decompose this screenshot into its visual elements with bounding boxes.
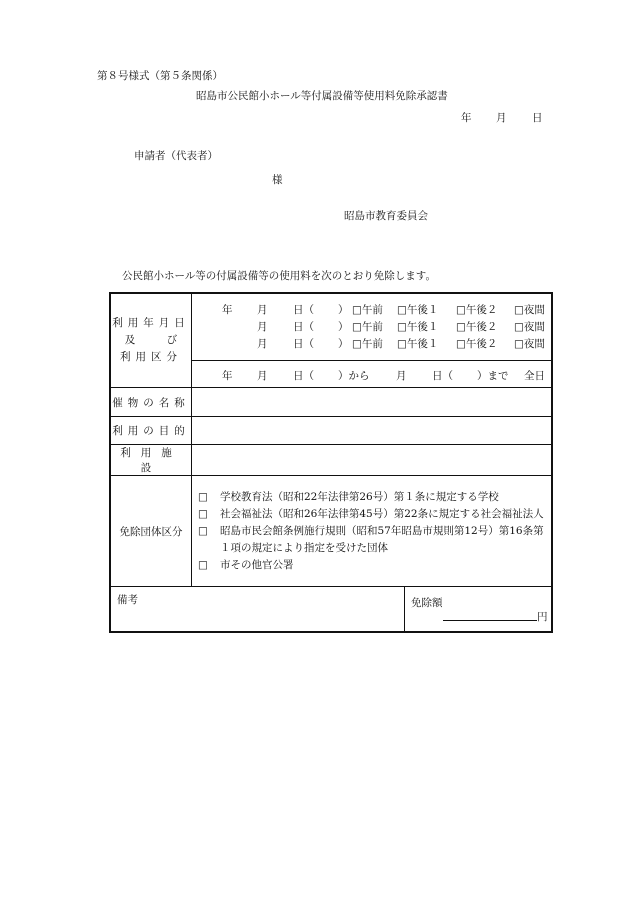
slot-afternoon-2[interactable]: □午後２ bbox=[456, 321, 498, 333]
period-month-to: 月 bbox=[396, 369, 407, 382]
form-number: 第８号様式（第５条関係） bbox=[97, 70, 223, 82]
exemption-item[interactable]: □ 社会福祉法（昭和26年法律第45号）第22条に規定する社会福祉法人 bbox=[192, 506, 551, 523]
slot-close: ） bbox=[338, 338, 349, 350]
slot-afternoon-1[interactable]: □午後１ bbox=[397, 304, 439, 316]
honorific: 様 bbox=[272, 174, 283, 186]
usage-date-row bbox=[110, 293, 552, 361]
checkbox-icon[interactable]: □ bbox=[198, 507, 208, 520]
slot-close: ） bbox=[338, 304, 349, 316]
slot-afternoon-2[interactable]: □午後２ bbox=[456, 304, 498, 316]
exemption-amount-label: 免除額 bbox=[411, 597, 443, 609]
slot-night[interactable]: □夜間 bbox=[514, 321, 545, 333]
slot-afternoon-1[interactable]: □午後１ bbox=[397, 321, 439, 333]
period-year: 年 bbox=[222, 369, 233, 382]
yen-label: 円 bbox=[537, 611, 548, 623]
slot-morning[interactable]: □午前 bbox=[352, 321, 383, 333]
event-name-field[interactable] bbox=[192, 388, 553, 417]
facility-row bbox=[110, 445, 552, 476]
slot-day: 日（ bbox=[293, 321, 314, 333]
exemption-item[interactable]: □ 昭島市民会館条例施行規則（昭和57年昭島市規則第12号）第16条第１項の規定により指定を受けた団体 bbox=[192, 523, 551, 557]
slot-month: 月 bbox=[257, 338, 268, 350]
period-month-from: 月 bbox=[257, 369, 268, 382]
slot-month: 月 bbox=[257, 304, 268, 316]
period-cell bbox=[192, 361, 553, 388]
facility-field[interactable] bbox=[192, 445, 553, 476]
statement: 公民館小ホール等の付属設備等の使用料を次のとおり免除します。 bbox=[122, 270, 436, 282]
slot-night[interactable]: □夜間 bbox=[514, 304, 545, 316]
usage-slots-cell bbox=[192, 293, 553, 361]
slot-day: 日（ bbox=[293, 338, 314, 350]
period-from: ）から bbox=[338, 369, 370, 382]
checkbox-icon[interactable]: □ bbox=[198, 490, 208, 503]
facility-header: 利用施設 bbox=[110, 445, 192, 476]
issuer: 昭島市教育委員会 bbox=[344, 210, 428, 222]
usage-slot-line-3 bbox=[192, 334, 551, 351]
exemption-amount-field[interactable] bbox=[405, 587, 551, 631]
checkbox-icon[interactable]: □ bbox=[198, 524, 208, 537]
purpose-field[interactable] bbox=[192, 417, 553, 445]
period-to: ）まで bbox=[477, 369, 509, 382]
slot-afternoon-2[interactable]: □午後２ bbox=[456, 338, 498, 350]
slot-morning[interactable]: □午前 bbox=[352, 338, 383, 350]
remarks-row bbox=[110, 587, 552, 633]
date-year: 年 bbox=[461, 112, 472, 124]
checkbox-icon[interactable]: □ bbox=[198, 558, 208, 571]
applicant-label: 申請者（代表者） bbox=[134, 150, 218, 162]
purpose-row bbox=[110, 417, 552, 445]
usage-date-header: 利用年月日 及 び 利用区分 bbox=[110, 293, 192, 388]
document-title: 昭島市公民館小ホール等付属設備等使用料免除承認書 bbox=[196, 90, 448, 102]
exemption-item[interactable]: □ 市その他官公署 bbox=[192, 557, 551, 574]
slot-month: 月 bbox=[257, 321, 268, 333]
exemption-list bbox=[192, 476, 553, 587]
amount-underline bbox=[443, 620, 537, 621]
slot-afternoon-1[interactable]: □午後１ bbox=[397, 338, 439, 350]
slot-day: 日（ bbox=[293, 304, 314, 316]
event-name-header: 催物の名称 bbox=[110, 388, 192, 417]
period-all-day[interactable]: 全日 bbox=[524, 369, 545, 382]
event-name-row bbox=[110, 388, 552, 417]
date-day: 日 bbox=[532, 112, 543, 124]
purpose-header: 利用の目的 bbox=[110, 417, 192, 445]
slot-night[interactable]: □夜間 bbox=[514, 338, 545, 350]
remarks-label: 備考 bbox=[117, 594, 138, 606]
date-month: 月 bbox=[496, 112, 507, 124]
exemption-form-table bbox=[109, 292, 553, 633]
usage-slot-line-1 bbox=[192, 300, 551, 317]
slot-morning[interactable]: □午前 bbox=[352, 304, 383, 316]
period-day-from: 日（ bbox=[293, 369, 314, 382]
slot-year: 年 bbox=[222, 304, 233, 316]
remarks-field[interactable] bbox=[111, 587, 405, 631]
exemption-row bbox=[110, 476, 552, 587]
usage-slot-line-2 bbox=[192, 317, 551, 334]
exemption-item[interactable]: □ 学校教育法（昭和22年法律第26号）第１条に規定する学校 bbox=[192, 489, 551, 506]
period-day-to: 日（ bbox=[432, 369, 453, 382]
exemption-header: 免除団体区分 bbox=[110, 476, 192, 587]
slot-close: ） bbox=[338, 321, 349, 333]
